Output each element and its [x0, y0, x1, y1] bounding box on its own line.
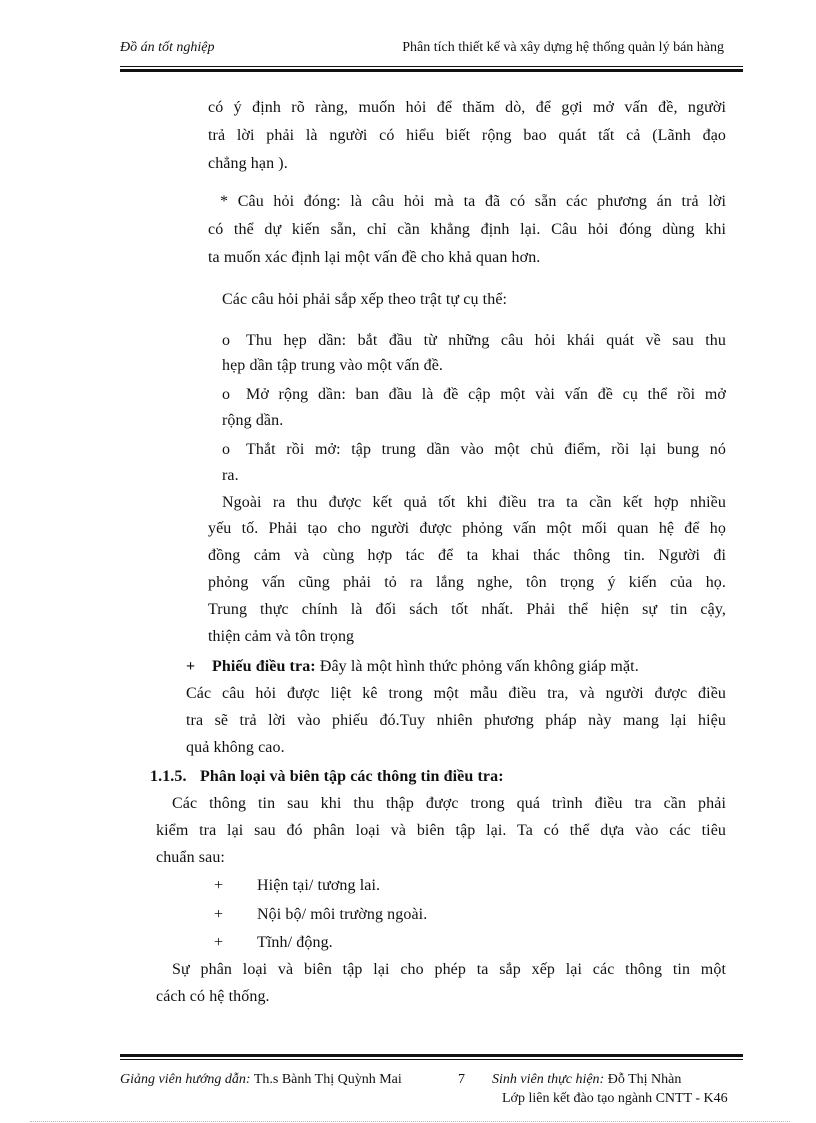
bullet-3-marker: o	[222, 441, 231, 458]
p4-line-5: Trung thực chính là đối sách tốt nhất. Phải thể hiện sự tin cậy,	[208, 601, 726, 618]
criteria-3-marker: +	[214, 934, 224, 951]
criteria-1-marker: +	[214, 877, 224, 894]
p7-line-2: cách có hệ thống.	[156, 988, 270, 1005]
footer-class: Lớp liên kết đào tạo ngành CNTT - K46	[502, 1091, 728, 1106]
p5-plus-marker: +	[186, 658, 196, 675]
bullet-1-line-2: hẹp dần tập trung vào một vấn đề.	[222, 357, 444, 374]
p5-bold-term: Phiếu điều tra:	[212, 658, 316, 675]
p1-line-3: chẳng hạn ).	[208, 155, 288, 172]
criteria-3: Tĩnh/ động.	[257, 934, 333, 951]
p4-line-3: đồng cảm và cùng hợp tác để ta khai thác thông tin. Người đi	[208, 547, 726, 564]
page-edge-dotted-line	[30, 1121, 790, 1122]
p5-line-1-rest: Đây là một hình thức phỏng vấn không giáp mặt.	[315, 658, 639, 675]
p7-line-1: Sự phân loại và biên tập lại cho phép ta sắp xếp lại các thông tin một	[172, 961, 726, 978]
criteria-2-marker: +	[214, 906, 224, 923]
footer-rule-thin	[120, 1059, 743, 1060]
footer-advisor-name: Th.s Bành Thị Quỳnh Mai	[250, 1072, 402, 1087]
header-right-title: Phân tích thiết kế và xây dựng hệ thống quản lý bán hàng	[402, 40, 724, 55]
bullet-2-line-1: Mở rộng dần: ban đầu là đề cập một vài vấn đề cụ thể rồi mở	[246, 386, 726, 403]
section-title: Phân loại và biên tập các thông tin điều tra:	[200, 768, 504, 785]
p2-line-1: * Câu hỏi đóng: là câu hỏi mà ta đã có sẵn các phương án trả lời	[220, 193, 726, 210]
footer-rule-thick	[120, 1054, 743, 1057]
footer-advisor-label: Giảng viên hướng dẫn:	[120, 1072, 251, 1087]
bullet-1-marker: o	[222, 332, 231, 349]
header-rule-thick	[120, 69, 743, 72]
footer-student-label: Sinh viên thực hiện:	[492, 1072, 605, 1087]
criteria-2: Nội bộ/ môi trường ngoài.	[257, 906, 428, 923]
p4-line-1: Ngoài ra thu được kết quả tốt khi điều tra ta cần kết hợp nhiều	[222, 494, 726, 511]
section-number: 1.1.5.	[150, 768, 187, 785]
bullet-2-marker: o	[222, 386, 231, 403]
bullet-3-line-2: ra.	[222, 467, 239, 484]
p3-text: Các câu hỏi phải sắp xếp theo trật tự cụ thể:	[222, 291, 508, 308]
header-rule-thin	[120, 66, 743, 67]
p5-line-3: tra sẽ trả lời vào phiếu đó.Tuy nhiên phương pháp này mang lại hiệu	[186, 712, 726, 729]
bullet-1-line-1: Thu hẹp dần: bắt đầu từ những câu hỏi khái quát về sau thu	[246, 332, 726, 349]
footer-student-name: Đỗ Thị Nhàn	[604, 1072, 682, 1087]
p2-line-2: có thể dự kiến sẵn, chỉ cần khẳng định lại. Câu hỏi đóng dùng khi	[208, 221, 726, 238]
p6-line-2: kiểm tra lại sau đó phân loại và biên tập lại. Ta có thể dựa vào các tiêu	[156, 822, 726, 839]
p5-line-1	[212, 657, 639, 677]
p2-line-3: ta muốn xác định lại một vấn đề cho khả quan hơn.	[208, 249, 541, 266]
p6-line-1: Các thông tin sau khi thu thập được trong quá trình điều tra cần phải	[172, 795, 726, 812]
page-number: 7	[458, 1072, 465, 1087]
p4-line-6: thiện cảm và tôn trọng	[208, 628, 355, 645]
criteria-1: Hiện tại/ tương lai.	[257, 877, 381, 894]
p4-line-2: yếu tố. Phải tạo cho người được phỏng vấn một mối quan hệ để họ	[208, 520, 726, 537]
p1-line-1: có ý định rõ ràng, muốn hỏi để thăm dò, để gợi mở vấn đề, người	[208, 99, 726, 116]
footer-student	[492, 1071, 681, 1089]
bullet-3-line-1: Thắt rồi mở: tập trung dần vào một chủ điểm, rồi lại bung nó	[246, 441, 726, 458]
p6-line-3: chuẩn sau:	[156, 849, 225, 866]
p1-line-2: trả lời phải là người có hiểu biết rộng bao quát tất cả (Lãnh đạo	[208, 127, 726, 144]
footer-advisor	[120, 1071, 402, 1089]
p5-line-2: Các câu hỏi được liệt kê trong một mẫu điều tra, và người được điều	[186, 685, 726, 702]
header-left-title: Đồ án tốt nghiệp	[120, 40, 215, 55]
p5-line-4: quả không cao.	[186, 739, 285, 756]
p4-line-4: phỏng vấn cũng phải tỏ ra lắng nghe, tôn trọng ý kiến của họ.	[208, 574, 726, 591]
bullet-2-line-2: rộng dần.	[222, 412, 284, 429]
